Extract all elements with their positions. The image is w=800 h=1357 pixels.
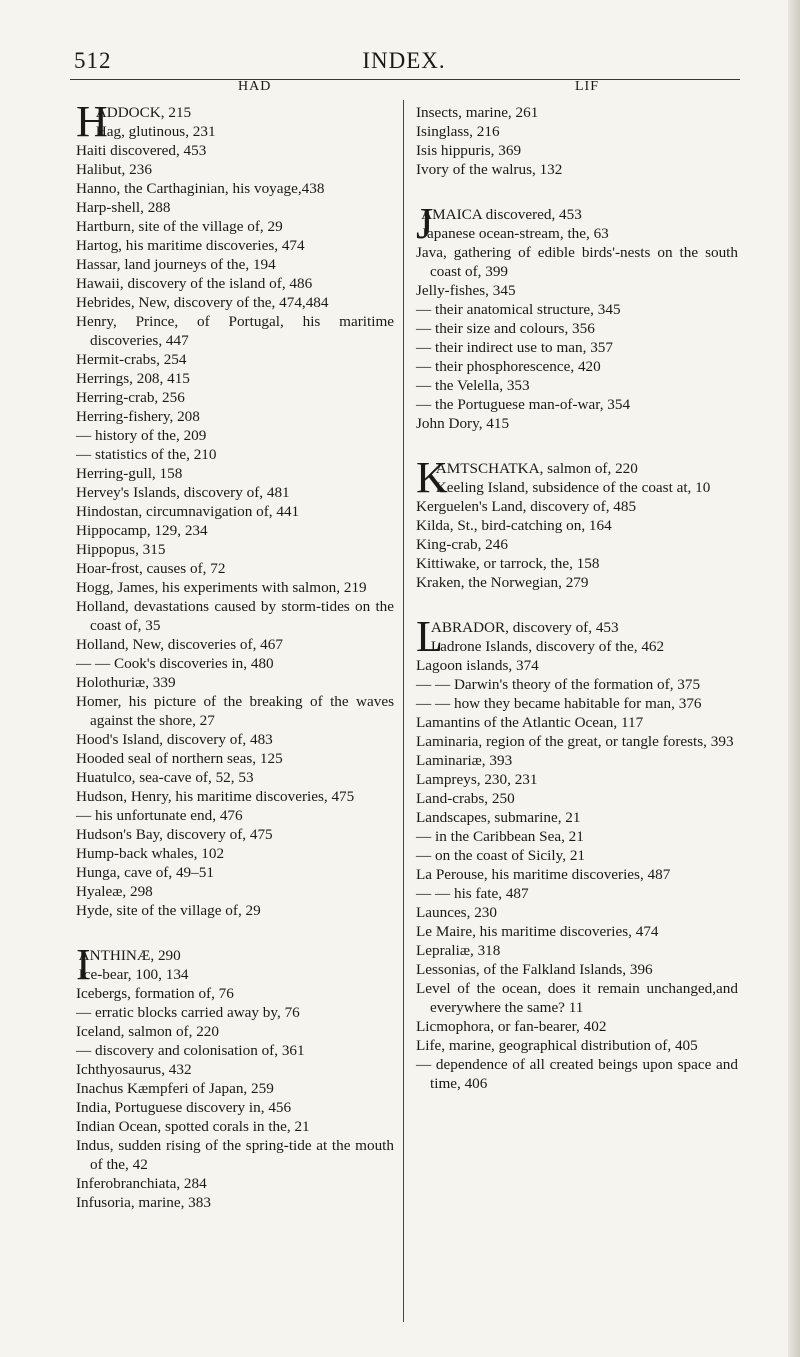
index-entry [76,984,394,1003]
index-entry-text: Hartburn, site of the village of, 29 [76,218,283,235]
index-entry-text: Jelly-fishes, 345 [416,282,516,299]
index-entry-text: Haiti discovered, 453 [76,142,207,159]
index-entry [416,675,738,694]
index-entry-text: Herring-gull, 158 [76,465,183,482]
index-entry [76,540,394,559]
index-entry-text: Hassar, land journeys of the, 194 [76,256,276,273]
index-entry-text: Hump-back whales, 102 [76,845,225,862]
index-entry-text: — — Cook's discoveries in, 480 [76,655,274,672]
index-entry [76,749,394,768]
index-entry-text: Hervey's Islands, discovery of, 481 [76,484,290,501]
index-entry-text: Inachus Kæmpferi of Japan, 259 [76,1080,274,1097]
index-entry-text: ADDOCK, 215 [95,104,192,121]
index-entry [416,414,738,433]
index-entry [76,255,394,274]
index-entry-text: Lepraliæ, 318 [416,942,501,959]
index-entry [416,300,738,319]
index-entry [416,338,738,357]
drop-cap: J [416,199,434,248]
index-entry [76,1117,394,1136]
index-entry-text: Iceland, salmon of, 220 [76,1023,219,1040]
index-entry-text: Huatulco, sea-cave of, 52, 53 [76,769,254,786]
index-entry-text: Indian Ocean, spotted corals in the, 21 [76,1118,310,1135]
index-entry [76,198,394,217]
index-entry [76,965,394,984]
index-entry [76,122,394,141]
index-entry-text: — — his fate, 487 [416,885,529,902]
index-entry [76,844,394,863]
index-entry-text: Lagoon islands, 374 [416,657,539,674]
index-entry-text: Icebergs, formation of, 76 [76,985,234,1002]
index-entry [76,502,394,521]
index-entry-text: — statistics of the, 210 [76,446,217,463]
index-entry [76,635,394,654]
index-entry [76,1041,394,1060]
right-index-column [416,103,738,1093]
index-entry-text: Life, marine, geographical distribution of, 405 [416,1037,698,1054]
index-entry [416,1017,738,1036]
index-entry [416,1055,738,1093]
index-entry-text: Licmophora, or fan-bearer, 402 [416,1018,607,1035]
page-edge [788,0,800,1357]
index-entry [76,1174,394,1193]
index-entry-text: Holland, New, discoveries of, 467 [76,636,283,653]
index-entry-text: Hawaii, discovery of the island of, 486 [76,275,313,292]
index-entry [76,597,394,635]
index-entry-text: Hogg, James, his experiments with salmon, 219 [76,579,367,596]
index-entry [416,516,738,535]
index-entry-text: ANTHINÆ, 290 [78,947,181,964]
index-entry-text: Holothuriæ, 339 [76,674,176,691]
index-entry [76,1003,394,1022]
index-entry-text: Hudson's Bay, discovery of, 475 [76,826,273,843]
index-entry-text: AMAICA discovered, 453 [421,206,582,223]
index-entry-text: — discovery and colonisation of, 361 [76,1042,305,1059]
index-entry [76,559,394,578]
index-entry-text: Japanese ocean-stream, the, 63 [421,225,609,242]
index-entry [76,521,394,540]
index-entry [76,407,394,426]
index-entry [416,770,738,789]
index-entry [76,350,394,369]
index-entry-text: Ichthyosaurus, 432 [76,1061,192,1078]
index-entry-text: Land-crabs, 250 [416,790,515,807]
index-entry-text: Laminaria, region of the great, or tangle forests, 393 [416,733,734,750]
index-entry-text: Lessonias, of the Falkland Islands, 396 [416,961,653,978]
index-entry [76,1098,394,1117]
index-entry [416,922,738,941]
index-entry [416,497,738,516]
index-entry-text: ABRADOR, discovery of, 453 [430,619,619,636]
index-entry [416,281,738,300]
index-entry [76,730,394,749]
index-entry [76,312,394,350]
index-entry [416,243,738,281]
index-entry [416,751,738,770]
index-entry-text: — history of the, 209 [76,427,207,444]
index-entry [76,464,394,483]
index-entry-text: Landscapes, submarine, 21 [416,809,581,826]
drop-cap: K [416,453,448,502]
index-entry [76,236,394,255]
index-entry [76,141,394,160]
index-entry-text: Ice-bear, 100, 134 [78,966,189,983]
index-entry-text: Launces, 230 [416,904,497,921]
index-entry-text: — their indirect use to man, 357 [416,339,613,356]
index-entry [416,1036,738,1055]
index-entry-text: — their size and colours, 356 [416,320,595,337]
index-entry [76,293,394,312]
index-entry [416,903,738,922]
index-entry-text: Herring-crab, 256 [76,389,185,406]
index-entry [416,713,738,732]
right-range-label: LIF [575,79,599,94]
index-entry [416,656,738,675]
index-entry-text: Isis hippuris, 369 [416,142,522,159]
running-header [74,48,734,74]
index-entry-text: — dependence of all created beings upon space and time, 406 [416,1056,738,1092]
index-entry-text: Hunga, cave of, 49–51 [76,864,214,881]
index-entry-text: Herring-fishery, 208 [76,408,200,425]
index-entry-text: Le Maire, his maritime discoveries, 474 [416,923,659,940]
index-entry [416,141,738,160]
index-entry [416,573,738,592]
index-entry-text: Isinglass, 216 [416,123,500,140]
index-entry [76,160,394,179]
index-entry-text: — his unfortunate end, 476 [76,807,243,824]
index-entry [76,901,394,920]
index-entry [76,1136,394,1174]
column-divider [403,100,404,1322]
index-entry-text: Hebrides, New, discovery of the, 474,484 [76,294,329,311]
index-entry [416,224,738,243]
index-entry [416,694,738,713]
index-entry-text: Hartog, his maritime discoveries, 474 [76,237,305,254]
index-entry-text: — the Velella, 353 [416,377,530,394]
index-entry [416,941,738,960]
index-entry-text: — their phosphorescence, 420 [416,358,601,375]
index-entry-text: Kraken, the Norwegian, 279 [416,574,589,591]
left-range-label: HAD [238,79,272,94]
index-entry-text: — — how they became habitable for man, 376 [416,695,702,712]
index-entry [416,122,738,141]
page-title: INDEX. [362,48,446,73]
index-entry [416,789,738,808]
index-entry [416,535,738,554]
index-entry-text: Hood's Island, discovery of, 483 [76,731,273,748]
index-entry [76,882,394,901]
index-entry-text: Lamantins of the Atlantic Ocean, 117 [416,714,644,731]
index-entry [416,637,738,656]
index-entry [76,388,394,407]
index-entry-text: Halibut, 236 [76,161,152,178]
index-entry [76,274,394,293]
index-entry-text: King-crab, 246 [416,536,508,553]
index-entry [76,1079,394,1098]
index-entry [76,1193,394,1212]
index-entry-text: Hippopus, 315 [76,541,166,558]
drop-cap: H [76,97,108,146]
index-entry-text: Hoar-frost, causes of, 72 [76,560,226,577]
index-entry-text: Ladrone Islands, discovery of the, 462 [430,638,665,655]
index-entry-text: Harp-shell, 288 [76,199,171,216]
index-entry [416,478,738,497]
index-entry-text: Inferobranchiata, 284 [76,1175,207,1192]
index-entry [416,395,738,414]
index-entry-text: Laminariæ, 393 [416,752,513,769]
index-entry [416,376,738,395]
index-entry [76,578,394,597]
index-entry-text: — on the coast of Sicily, 21 [416,847,586,864]
index-entry [76,369,394,388]
index-entry [416,979,738,1017]
index-entry-text: Homer, his picture of the breaking of the waves against the shore, 27 [76,693,394,729]
index-entry-text: Insects, marine, 261 [416,104,539,121]
index-entry [76,179,394,198]
index-entry [76,787,394,806]
index-entry-text: Hippocamp, 129, 234 [76,522,208,539]
index-entry [76,692,394,730]
index-entry [76,483,394,502]
index-entry-text: Ivory of the walrus, 132 [416,161,563,178]
index-entry-text: — — Darwin's theory of the formation of, 375 [416,676,701,693]
index-entry-text: Hudson, Henry, his maritime discoveries, 475 [76,788,355,805]
index-entry [76,806,394,825]
index-entry-text: — erratic blocks carried away by, 76 [76,1004,300,1021]
index-entry-text: Level of the ocean, does it remain unchanged,and everywhere the same? 11 [416,980,738,1016]
index-entry-text: Herrings, 208, 415 [76,370,190,387]
index-entry-text: Kittiwake, or tarrock, the, 158 [416,555,600,572]
left-index-column [76,97,394,1212]
index-entry-text: Hyde, site of the village of, 29 [76,902,261,919]
index-entry [416,865,738,884]
index-entry-text: Java, gathering of edible birds'-nests on the south coast of, 399 [416,244,738,280]
index-entry [76,863,394,882]
index-entry [76,825,394,844]
index-entry-text: AMTSCHATKA, salmon of, 220 [435,460,638,477]
index-entry [416,960,738,979]
index-entry-text: India, Portuguese discovery in, 456 [76,1099,292,1116]
index-entry-text: Infusoria, marine, 383 [76,1194,211,1211]
index-entry [416,554,738,573]
index-entry [416,846,738,865]
index-entry [416,103,738,122]
index-entry [416,357,738,376]
index-entry-text: — their anatomical structure, 345 [416,301,621,318]
index-entry-text: Kilda, St., bird-catching on, 164 [416,517,612,534]
index-entry [416,827,738,846]
index-entry-text: Indus, sudden rising of the spring-tide at the mouth of the, 42 [76,1137,394,1173]
index-entry [416,732,738,751]
index-entry [76,768,394,787]
drop-cap: I [76,940,91,989]
index-entry-text: La Perouse, his maritime discoveries, 487 [416,866,671,883]
index-entry [416,319,738,338]
index-entry [76,217,394,236]
index-entry [416,808,738,827]
index-entry-text: Henry, Prince, of Portugal, his maritime discoveries, 447 [76,313,394,349]
index-entry-text: Hanno, the Carthaginian, his voyage,438 [76,180,325,197]
index-entry-text: Kerguelen's Land, discovery of, 485 [416,498,637,515]
index-entry-text: Hermit-crabs, 254 [76,351,187,368]
index-entry-text: Holland, devastations caused by storm-tides on the coast of, 35 [76,598,394,634]
index-entry-text: Lampreys, 230, 231 [416,771,538,788]
index-entry [76,426,394,445]
index-entry-text: Hag, glutinous, 231 [95,123,216,140]
index-entry [76,445,394,464]
index-entry [416,160,738,179]
page-number: 512 [74,48,112,73]
index-entry [76,654,394,673]
header-rule [70,79,740,80]
index-entry [76,1060,394,1079]
index-entry-text: Hindostan, circumnavigation of, 441 [76,503,300,520]
index-entry-text: Keeling Island, subsidence of the coast at, 10 [435,479,711,496]
index-entry-text: John Dory, 415 [416,415,510,432]
index-entry [76,673,394,692]
index-entry [76,1022,394,1041]
index-entry-text: Hooded seal of northern seas, 125 [76,750,283,767]
index-entry-text: — the Portuguese man-of-war, 354 [416,396,631,413]
index-entry-text: Hyaleæ, 298 [76,883,153,900]
index-entry-text: — in the Caribbean Sea, 21 [416,828,584,845]
index-entry [416,884,738,903]
drop-cap: L [416,612,443,661]
